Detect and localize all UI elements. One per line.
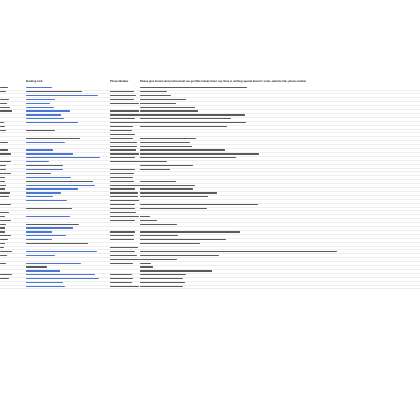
link-text[interactable] [26,149,53,150]
cell-text [110,173,134,174]
cell-text [140,282,185,283]
cell-text [26,138,80,139]
cell-text [0,142,8,143]
cell-text [110,114,140,115]
cell-text [0,173,11,174]
link-text[interactable] [26,200,67,201]
cell-text [0,263,6,264]
link-text[interactable] [26,235,66,236]
cell-text [0,122,4,123]
cell-text [0,165,6,166]
cell-text [0,204,11,205]
link-text[interactable] [26,286,65,287]
link-text[interactable] [26,227,73,228]
cell-text [0,220,11,221]
link-text[interactable] [26,142,65,143]
link-text[interactable] [26,216,70,217]
cell-text [26,165,63,166]
cell-text [0,224,6,225]
cell-text [110,235,134,236]
link-text[interactable] [26,87,52,88]
cell-text [26,224,79,225]
cell-text [110,239,134,240]
cell-text [110,138,133,139]
cell-text [140,196,208,197]
cell-text [0,103,7,104]
link-text[interactable] [26,282,63,283]
link-text[interactable] [26,157,100,158]
cell-text [110,247,138,248]
cell-text [110,110,139,111]
cell-text [110,134,135,135]
header-booking-link[interactable]: Booking Link [26,80,43,83]
cell-text [140,274,186,275]
cell-text [140,270,212,271]
cell-text [26,208,72,209]
cell-text [140,224,177,225]
header-phone-number[interactable]: Phone Number [110,80,129,83]
cell-text [0,110,12,111]
cell-text [0,185,6,186]
cell-text [0,231,5,232]
cell-text [140,192,217,193]
cell-text [140,216,150,217]
cell-text [140,239,226,240]
cell-text [140,220,157,221]
cell-text [140,255,219,256]
cell-text [0,169,6,170]
cell-text [140,235,178,236]
cell-text [110,161,140,162]
cell-text [140,91,167,92]
cell-text [110,200,139,201]
cell-text [0,181,5,182]
link-text[interactable] [26,114,61,115]
cell-text [140,110,198,111]
cell-text [110,212,136,213]
cell-text [0,251,12,252]
cell-text [140,87,247,88]
cell-text [140,278,183,279]
cell-text [110,146,137,147]
cell-text [0,278,9,279]
cell-text [26,243,88,244]
cell-text [0,177,5,178]
cell-text [110,122,140,123]
link-text[interactable] [26,255,55,256]
cell-text [140,103,176,104]
header-notes[interactable]: Please give honest and professional: we get little human time I say there is nothing special about it: notes, website link, phone number [140,80,307,83]
cell-text [110,196,138,197]
cell-text [110,188,135,189]
cell-text [140,126,227,127]
cell-text [140,99,186,100]
cell-text [140,153,259,154]
link-text[interactable] [26,188,78,189]
cell-text [110,282,132,283]
cell-text [140,157,236,158]
cell-text [0,91,6,92]
cell-text [0,196,9,197]
cell-text [140,204,258,205]
link-text[interactable] [26,107,54,108]
cell-text [110,103,139,104]
cell-text [110,177,133,178]
link-text[interactable] [26,169,63,170]
cell-text [110,153,139,154]
cell-text [140,118,231,119]
link-text[interactable] [26,95,98,96]
cell-text [140,138,196,139]
cell-text [140,231,240,232]
cell-text [0,216,5,217]
cell-text [0,239,8,240]
cell-text [110,274,132,275]
link-text[interactable] [26,118,64,119]
cell-text [140,114,245,115]
link-text[interactable] [26,251,97,252]
cell-text [110,204,135,205]
link-text[interactable] [26,196,53,197]
cell-text [0,243,5,244]
link-text[interactable] [26,192,61,193]
cell-text [140,188,193,189]
cell-text [110,126,133,127]
link-text[interactable] [26,270,60,271]
cell-text [110,185,140,186]
link-text[interactable] [26,274,95,275]
cell-text [0,227,5,228]
cell-text [140,142,190,143]
cell-text [110,216,139,217]
link-text[interactable] [26,185,95,186]
cell-text [26,181,93,182]
cell-text [110,130,132,131]
link-text[interactable] [26,161,49,162]
cell-text [26,266,47,267]
cell-text [140,259,177,260]
cell-text [140,122,246,123]
cell-text [140,185,195,186]
cell-text [110,99,134,100]
cell-text [110,208,135,209]
cell-text [26,173,51,174]
cell-text [0,274,12,275]
cell-text [140,208,207,209]
cell-text [110,220,135,221]
cell-text [0,126,5,127]
spreadsheet [0,80,420,290]
cell-text [0,255,7,256]
cell-booking-link[interactable] [26,285,70,289]
link-text[interactable] [26,278,99,279]
cell-text [0,149,8,150]
cell-text [110,255,137,256]
cell-text [110,231,135,232]
cell-text [0,107,10,108]
link-text[interactable] [26,177,71,178]
cell-text [140,146,192,147]
cell-text [110,286,139,287]
cell-text [140,161,167,162]
cell-text [110,142,137,143]
cell-text [110,169,135,170]
cell-text [110,251,135,252]
link-text[interactable] [26,153,73,154]
cell-text [110,118,135,119]
cell-text [0,130,6,131]
link-text[interactable] [26,103,50,104]
link-text[interactable] [26,99,55,100]
link-text[interactable] [26,263,81,264]
cell-text [0,212,9,213]
cell-text [110,181,134,182]
link-text[interactable] [26,110,70,111]
cell-text [140,251,337,252]
cell-text [140,181,176,182]
cell-text [0,188,5,189]
link-text[interactable] [26,239,52,240]
cell-text [0,247,4,248]
cell-text [110,278,133,279]
cell-phone-number[interactable] [110,285,144,289]
cell-text [110,95,136,96]
cell-text [110,149,136,150]
cell-text [0,192,10,193]
cell-text [140,169,170,170]
cell-text [0,161,11,162]
cell-text [0,99,9,100]
cell-text [140,243,200,244]
cell-text [140,95,171,96]
cell-text [0,153,11,154]
link-text[interactable] [26,231,52,232]
cell-text [140,149,225,150]
cell-text [110,192,138,193]
cell-text [140,286,183,287]
cell-text [26,130,55,131]
cell-text [140,266,153,267]
cell-text [140,263,151,264]
table-row[interactable] [0,285,420,289]
cell-name[interactable] [0,285,8,289]
cell-text [140,165,193,166]
cell-text [140,107,195,108]
cell-text [110,259,140,260]
cell-text [110,91,134,92]
cell-text [110,157,135,158]
cell-text [110,263,133,264]
link-text[interactable] [26,122,78,123]
cell-text [0,87,8,88]
cell-text [0,235,11,236]
cell-notes[interactable] [140,285,420,289]
cell-text [26,91,82,92]
